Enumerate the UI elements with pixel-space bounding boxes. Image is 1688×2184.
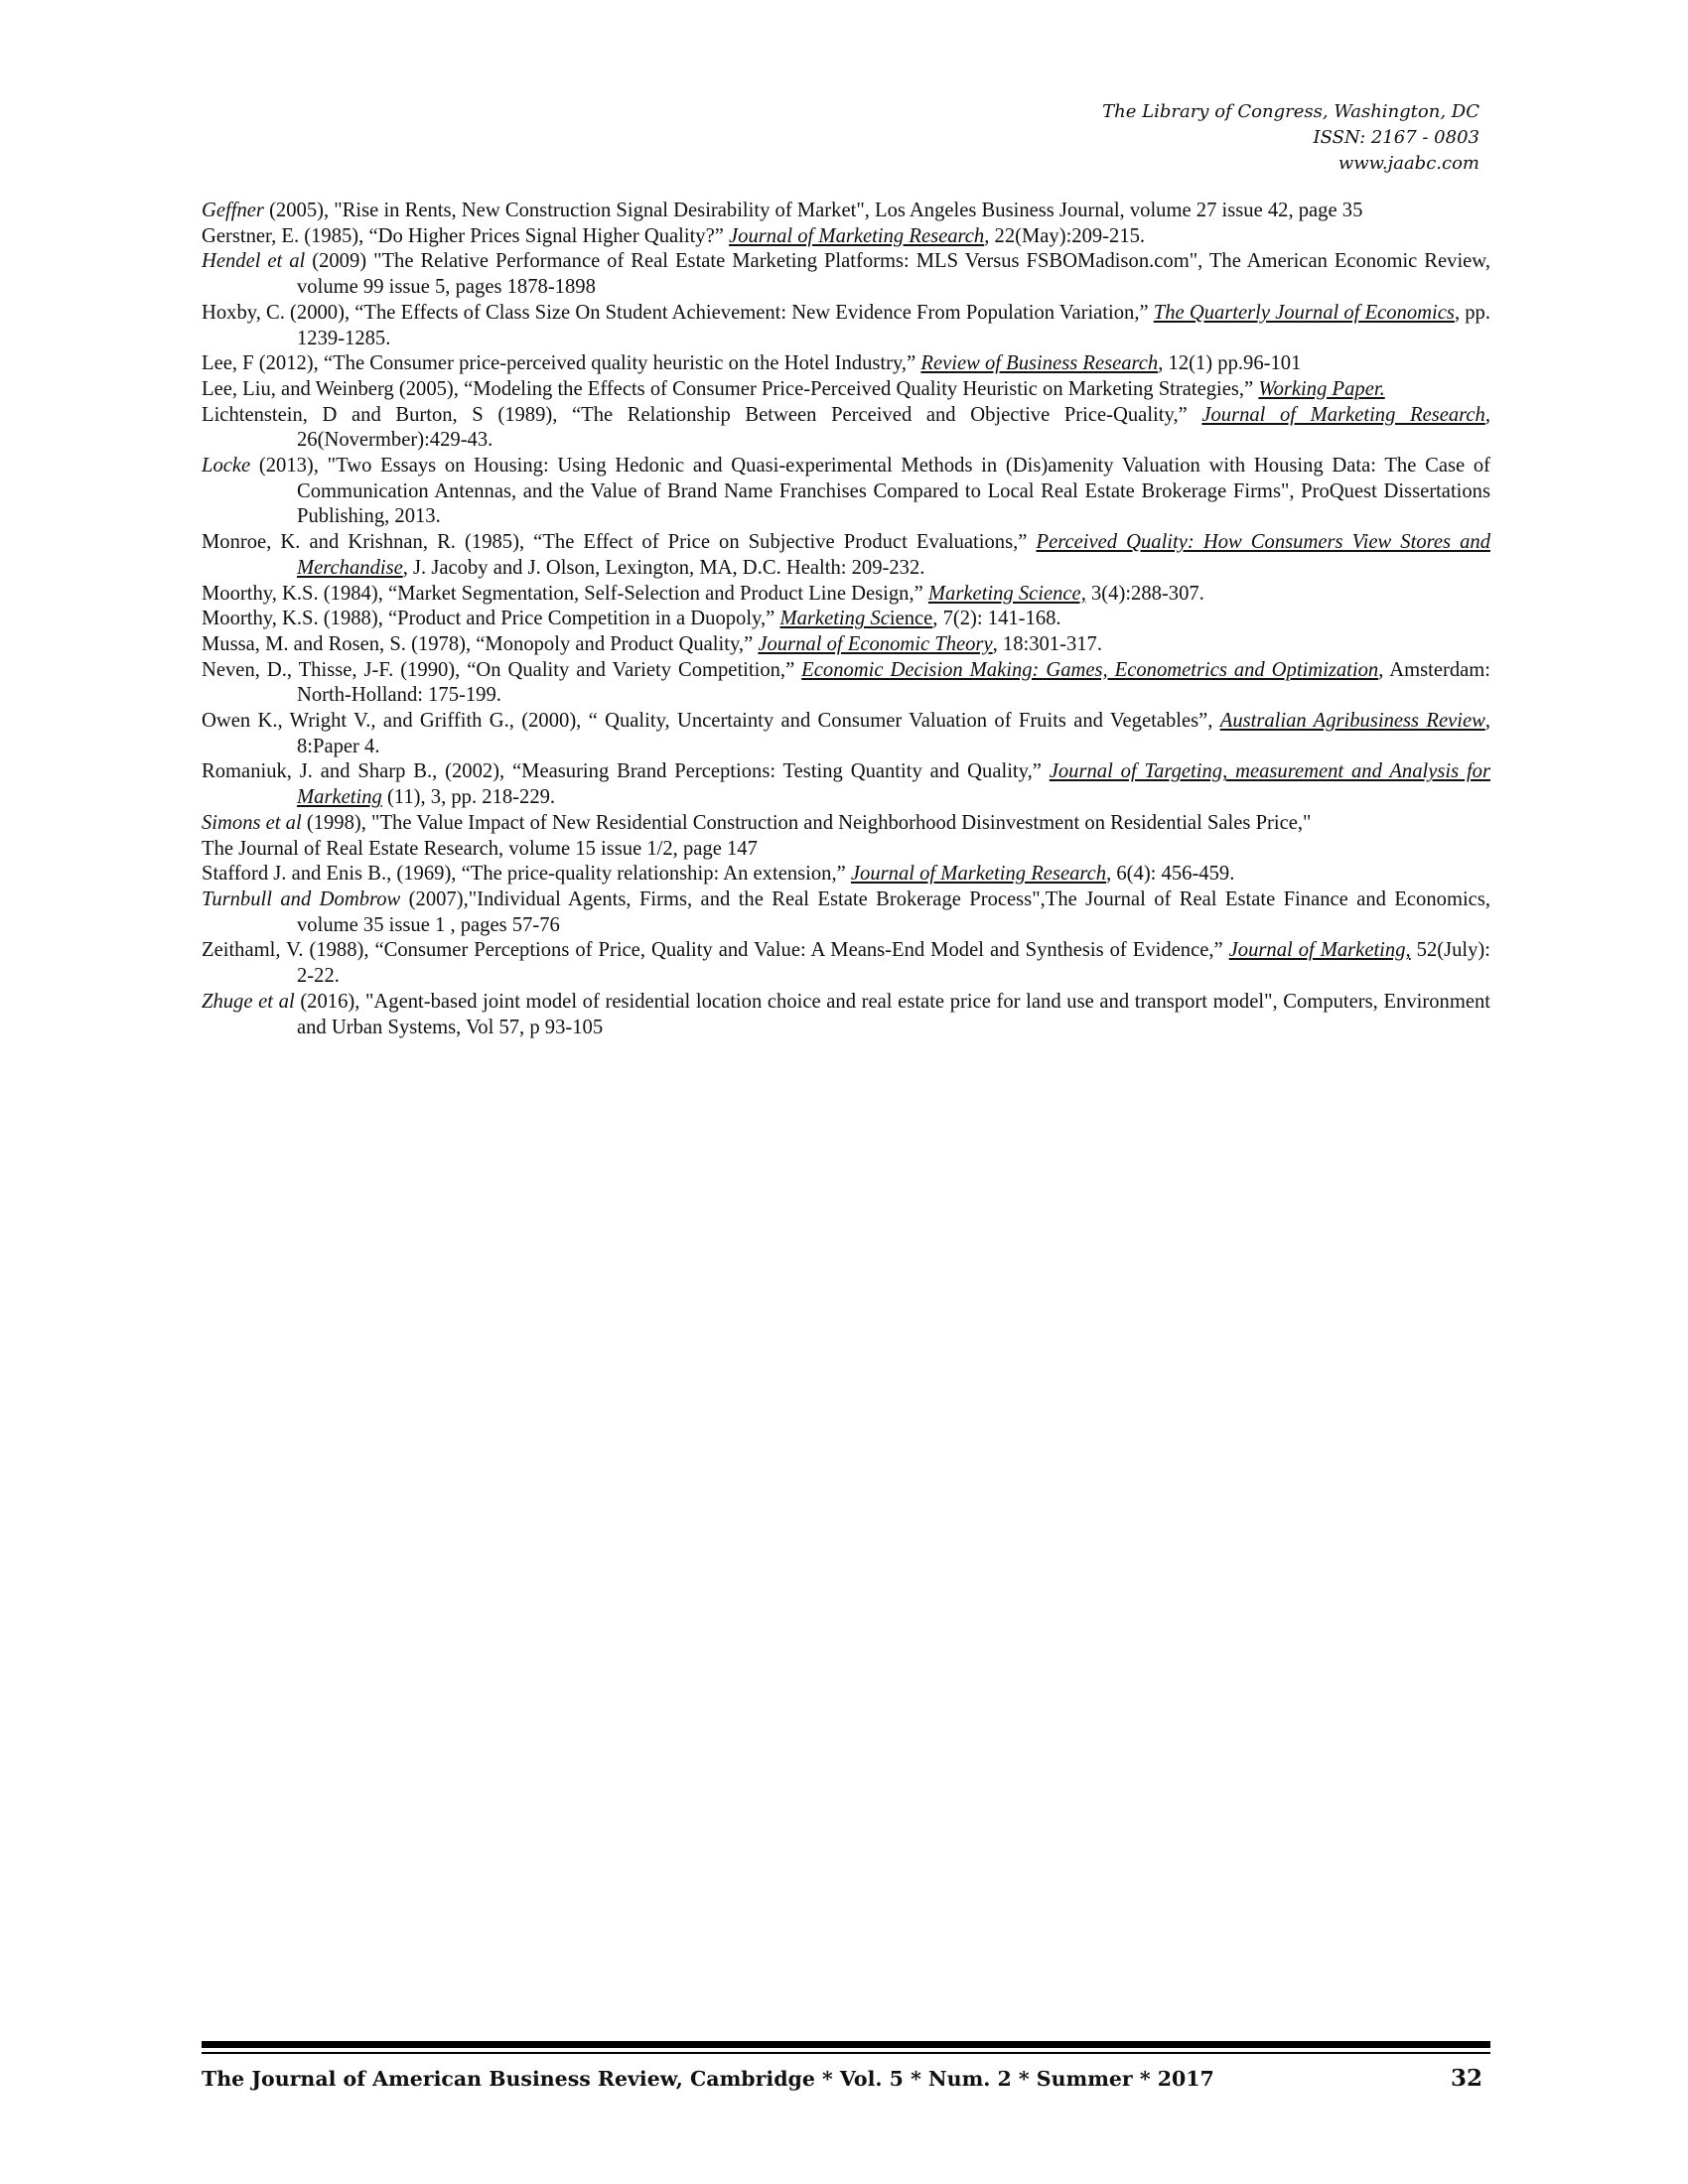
footer-rule-thick [202, 2041, 1490, 2048]
reference-text: (2007),"Individual Agents, Firms, and the Real Estate Brokerage Process",The Journal of Real Estate Finance and Economics, volume 35 issue 1 , pages 57-76 [297, 887, 1490, 936]
reference-entry [202, 530, 1490, 581]
reference-text: Neven, D., Thisse, J-F. (1990), “On Quality and Variety Competition,” [202, 658, 802, 681]
reference-entry [202, 811, 1490, 837]
reference-entry [202, 887, 1490, 938]
reference-text: , 6(4): 456-459. [1106, 863, 1235, 886]
reference-entry [202, 377, 1490, 403]
reference-emphasis: Economic Decision Making: Games, Econometrics and Optimization [801, 658, 1379, 681]
reference-entry [202, 301, 1490, 351]
reference-entry [202, 351, 1490, 377]
reference-emphasis: Working Paper. [1258, 377, 1385, 400]
reference-entry [202, 224, 1490, 250]
reference-text: , 22(May):209-215. [984, 224, 1146, 247]
reference-text: Romaniuk, J. and Sharp B., (2002), “Measuring Brand Perceptions: Testing Quantity and Quality,” [202, 760, 1050, 783]
reference-text: Moorthy, K.S. (1984), “Market Segmentation, Self-Selection and Product Line Design,” [202, 582, 928, 605]
reference-entry [202, 199, 1490, 224]
reference-emphasis: Marketing Science, [927, 582, 1086, 605]
reference-entry [202, 249, 1490, 300]
reference-emphasis: Journal of Marketing, [1228, 939, 1411, 962]
reference-text: Lee, Liu, and Weinberg (2005), “Modeling the Effects of Consumer Price-Perceived Quality Heuristic on Marketing Strategies,” [202, 377, 1259, 400]
reference-text: 52(July): 2-22. [297, 939, 1491, 988]
reference-entry [202, 582, 1490, 608]
reference-entry [202, 938, 1490, 989]
reference-text: (1998), "The Value Impact of New Residential Construction and Neighborhood Disinvestment on Residential Sales Price," [301, 811, 1312, 834]
reference-emphasis: Journal of Marketing Research [1201, 403, 1485, 426]
reference-emphasis: Turnbull and Dombrow [202, 887, 401, 910]
reference-emphasis: Journal of Targeting, measurement and Analysis for Marketing [297, 760, 1490, 809]
reference-entry [202, 632, 1490, 658]
running-footer [202, 2061, 1490, 2097]
reference-entry [202, 990, 1490, 1040]
reference-entry [202, 607, 1490, 632]
reference-emphasis: Hendel et al [202, 250, 306, 273]
reference-entry [202, 862, 1490, 887]
reference-text: , 7(2): 141-168. [932, 608, 1061, 630]
reference-emphasis: Australian Agribusiness Review [1219, 710, 1485, 733]
reference-text: , pp. 1239-1285. [297, 301, 1490, 349]
reference-text: , J. Jacoby and J. Olson, Lexington, MA, D.C. Health: 209-232. [402, 556, 925, 579]
reference-list [202, 199, 1490, 1040]
reference-text: 3(4):288-307. [1085, 582, 1204, 605]
reference-text: (2009) "The Relative Performance of Real Estate Marketing Platforms: MLS Versus FSBOMadison.com", The American Economic Review, volume 99 issue 5, pages 1878-1898 [297, 250, 1490, 299]
reference-text: Owen K., Wright V., and Griffith G., (2000), “ Quality, Uncertainty and Consumer Valuation of Fruits and Vegetables”, [202, 710, 1220, 733]
reference-text: (2005), "Rise in Rents, New Construction Signal Desirability of Market", Los Angeles Business Journal, volume 27 issue 42, page 35 [263, 200, 1363, 221]
reference-emphasis: Perceived Quality: How Consumers View Stores and Merchandise [297, 531, 1490, 579]
reference-emphasis: Zhuge et al [202, 990, 295, 1013]
reference-text: Zeithaml, V. (1988), “Consumer Perceptions of Price, Quality and Value: A Means-End Model and Synthesis of Evidence,” [202, 939, 1229, 962]
reference-text: Mussa, M. and Rosen, S. (1978), “Monopoly and Product Quality,” [202, 632, 759, 655]
reference-entry [202, 403, 1490, 454]
footer-journal-title: The Journal of American Business Review, Cambridge * Vol. 5 * Num. 2 * Summer * 2017 [202, 2067, 1214, 2091]
reference-text: , 26(Novermber):429-43. [297, 403, 1491, 452]
reference-entry [202, 454, 1490, 530]
reference-text: , 18:301-317. [992, 632, 1102, 655]
reference-text: Moorthy, K.S. (1988), “Product and Price Competition in a Duopoly,” [202, 608, 780, 630]
reference-entry [202, 759, 1490, 810]
reference-text: , 12(1) pp.96-101 [1158, 352, 1302, 375]
reference-entry [202, 709, 1490, 759]
header-website: www.jaabc.com [1337, 153, 1479, 174]
reference-text: (2016), "Agent-based joint model of residential location choice and real estate price for land use and transport model", Computers, Environment and Urban Systems, Vol 57, p 93-105 [294, 990, 1490, 1038]
header-issn: ISSN: 2167 - 0803 [1313, 127, 1479, 148]
reference-emphasis: Locke [202, 455, 251, 478]
reference-emphasis: Journal of Marketing Research [850, 863, 1107, 886]
reference-text: Lee, F (2012), “The Consumer price-perceived quality heuristic on the Hotel Industry,” [202, 352, 921, 375]
running-header [784, 99, 1479, 177]
reference-entry [202, 658, 1490, 709]
reference-text: Hoxby, C. (2000), “The Effects of Class Size On Student Achievement: New Evidence From Population Variation,” [202, 301, 1154, 324]
reference-text: (11), 3, pp. 218-229. [381, 786, 556, 809]
reference-emphasis: Journal of Economic Theory [758, 632, 993, 655]
reference-text: (2013), "Two Essays on Housing: Using Hedonic and Quasi-experimental Methods in (Dis)amenity Valuation with Housing Data: The Case of Communication Antennas, and the Value of Brand Name Franchises Compared to Local Real Estate Brokerage Firms", ProQuest Dissertations Publishing, 2013. [250, 455, 1490, 528]
reference-emphasis: Marketing Sc [779, 608, 890, 630]
reference-emphasis: ience [889, 608, 933, 630]
page-number: 32 [1450, 2065, 1482, 2092]
reference-text: , 8:Paper 4. [297, 710, 1490, 757]
footer-rule-thin [202, 2052, 1490, 2054]
reference-text: The Journal of Real Estate Research, volume 15 issue 1/2, page 147 [202, 837, 758, 860]
header-publisher: The Library of Congress, Washington, DC [1102, 101, 1479, 122]
reference-text: , Amsterdam: North-Holland: 175-199. [297, 658, 1491, 707]
reference-emphasis: Geffner [202, 200, 264, 221]
reference-emphasis: Review of Business Research [920, 352, 1159, 375]
reference-text: Monroe, K. and Krishnan, R. (1985), “The Effect of Price on Subjective Product Evaluations,” [202, 531, 1037, 554]
reference-text: Stafford J. and Enis B., (1969), “The price-quality relationship: An extension,” [202, 863, 851, 886]
reference-entry [202, 837, 1490, 863]
reference-emphasis: Journal of Marketing Research [729, 224, 985, 247]
reference-emphasis: Simons et al [202, 811, 302, 834]
reference-text: Gerstner, E. (1985), “Do Higher Prices Signal Higher Quality?” [202, 224, 730, 247]
reference-text: Lichtenstein, D and Burton, S (1989), “The Relationship Between Perceived and Objective Price-Quality,” [202, 403, 1202, 426]
reference-emphasis: The Quarterly Journal of Economics [1153, 301, 1455, 324]
